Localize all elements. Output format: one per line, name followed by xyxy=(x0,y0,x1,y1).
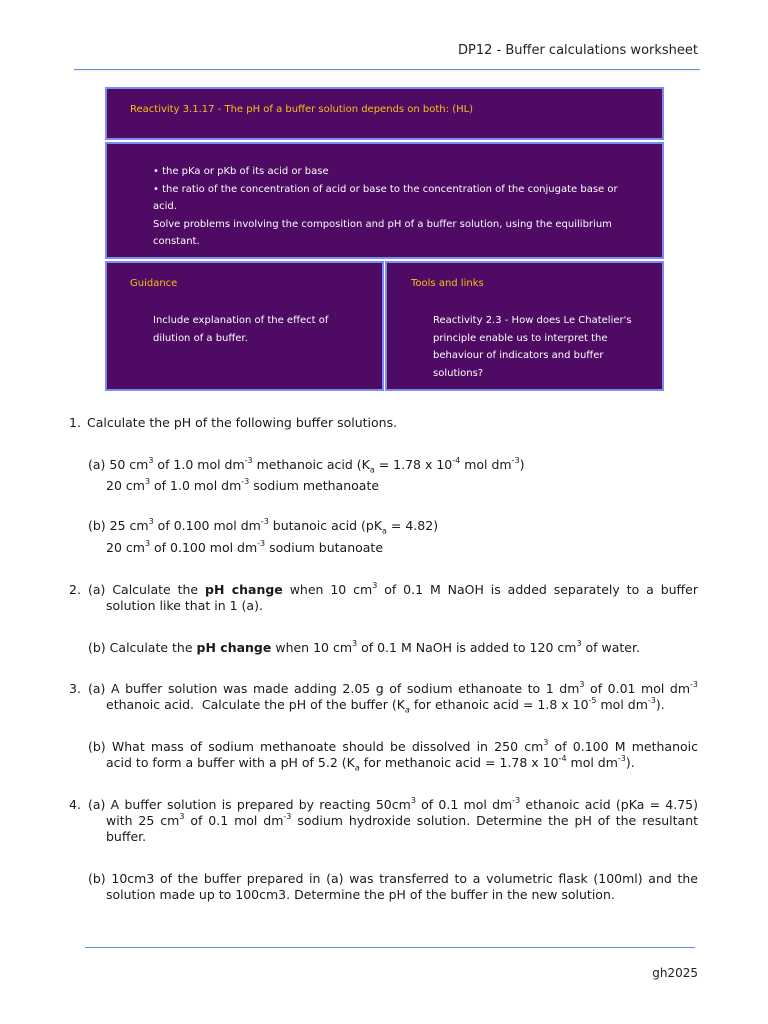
question-1b: (b) 25 $cm^3$ of 0.100 mol $dm^{-3}$ butanoic acid $(pK_a = 4.82)$ xyxy=(88,516,439,536)
syllabus-line: • the pKa or pKb of its acid or base xyxy=(153,166,329,177)
guidance-cell xyxy=(105,261,384,391)
footer-divider xyxy=(85,947,695,948)
guidance-heading: Guidance xyxy=(130,278,178,289)
guidance-line: Include explanation of the effect of xyxy=(153,315,329,326)
syllabus-line: acid. xyxy=(153,201,177,212)
syllabus-line: Solve problems involving the composition and pH of a buffer solution, using the equilibrium xyxy=(153,218,612,230)
syllabus-line: • the ratio of the concentration of acid or base to the concentration of the conjugate base or xyxy=(153,183,618,195)
tools-line: behaviour of indicators and buffer xyxy=(433,350,604,361)
tools-line: Reactivity 2.3 - How does Le Chatelier's xyxy=(433,315,632,326)
part-label: (b) xyxy=(88,518,106,533)
tools-heading: Tools and links xyxy=(411,278,484,289)
part-label: (a) xyxy=(88,681,106,696)
emphasis: pH change xyxy=(205,582,283,597)
syllabus-title-cell xyxy=(105,87,664,140)
question-3b: (b) What mass of sodium methanoate should be dissolved in 250 $cm^3$ of 0.100 M methanoic xyxy=(88,737,699,754)
tools-text xyxy=(433,312,632,382)
part-label: (a) xyxy=(88,457,106,472)
question-3-number: 3. xyxy=(69,681,81,696)
tools-line: solutions? xyxy=(433,367,484,379)
question-2-number: 2. xyxy=(69,582,81,597)
tools-cell xyxy=(385,261,664,391)
syllabus-body-cell xyxy=(105,142,664,259)
question-4b xyxy=(88,871,698,887)
question-1a: (a) 50 $cm^3$ of 1.0 mol $dm^{-3}$ methanoic acid ($K_a = 1.78$ x $10^{-4}$ mol $dm^{-3}$) xyxy=(88,455,525,475)
question-4a: (a) A buffer solution is prepared by reacting $50cm^3$ of 0.1 mol $dm^{-3}$ ethanoic acid (pKa = 4.75) xyxy=(88,795,698,812)
question-3a-line2: ethanoic acid. Calculate the pH of the buffer ($K_a$ for ethanoic acid = 1.8 x $10^{-5}$ mol $dm^{-3}$). xyxy=(106,695,665,715)
part-label: (b) xyxy=(88,640,106,655)
question-number: 1. xyxy=(69,415,81,430)
part-label: (a) xyxy=(88,582,106,597)
footer-author: gh2025 xyxy=(652,966,698,980)
part-label: (b) xyxy=(88,871,106,886)
question-3a: (a) A buffer solution was made adding 2.05 g of sodium ethanoate to 1 $dm^3$ of 0.01 mol $dm^{-3}$ xyxy=(88,679,698,696)
guidance-text xyxy=(153,312,328,347)
part-label: (b) xyxy=(88,739,106,754)
question-3b-line2: acid to form a buffer with a pH of 5.2 ($K_a$ for methanoic acid = 1.78 x $10^{-4}$ mol $dm^{-3}$). xyxy=(106,753,635,773)
question-2a-line2: solution like that in 1 (a). xyxy=(106,598,263,613)
question-4a-line3: buffer. xyxy=(106,829,147,844)
question-2b: (b) Calculate the pH change when 10 $cm^3$ of 0.1 M NaOH is added to 120 $cm^3$ of water. xyxy=(88,638,640,655)
header-divider xyxy=(74,69,700,70)
question-4a-line2: with 25 $cm^3$ of 0.1 mol $dm^{-3}$ sodium hydroxide solution. Determine the pH of the resultant xyxy=(106,811,699,828)
emphasis: pH change xyxy=(196,640,272,655)
syllabus-title: Reactivity 3.1.17 - The pH of a buffer solution depends on both: (HL) xyxy=(130,104,474,115)
question-1-text: Calculate the pH of the following buffer solutions. xyxy=(87,415,398,430)
guidance-line: dilution of a buffer. xyxy=(153,332,248,344)
question-1b-line2: 20 $cm^3$ of 0.100 mol $dm^{-3}$ sodium butanoate xyxy=(106,538,384,555)
question-4b-line2: solution made up to 100cm3. Determine the pH of the buffer in the new solution. xyxy=(106,887,615,902)
syllabus-line: constant. xyxy=(153,236,200,247)
question-4b-text: 10cm3 of the buffer prepared in (a) was transferred to a volumetric flask (100ml) and the xyxy=(111,871,698,886)
part-label: (a) xyxy=(88,797,106,812)
page-header-title: DP12 - Buffer calculations worksheet xyxy=(458,43,698,58)
syllabus-body xyxy=(153,163,653,251)
question-4-number: 4. xyxy=(69,797,81,812)
question-2a: (a) Calculate the pH change when 10 $cm^3$ of 0.1 M NaOH is added separately to a buffer xyxy=(88,580,698,597)
question-1a-line2: 20 $cm^3$ of 1.0 mol $dm^{-3}$ sodium methanoate xyxy=(106,476,380,493)
tools-line: principle enable us to interpret the xyxy=(433,332,608,344)
